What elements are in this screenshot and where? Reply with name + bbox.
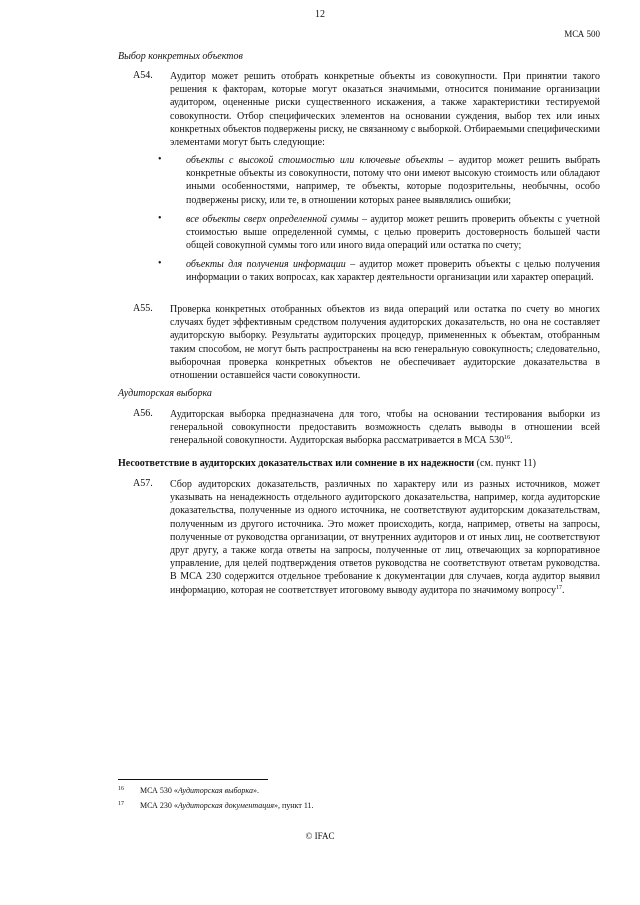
paragraph-a57-text: Сбор аудиторских доказательств, различных по характеру или из разных источников, может указывать на ненадежность отдельного аудиторского доказательства, например, когда аудиторские доказательства, полученные из одного источника, не соответствуют аудиторским доказательствам, полученным из другого источника. Это может происходить, когда, например, ответы на запросы, полученные от руководства организации, от внутренних аудиторов и от иных лиц, не соответствуют друг другу, а также когда ответы на запросы, полученные от лиц, отвечающих за корпоративное управление, для целей подтверждения ответов руководства не соответствуют ответам руководства. В МСА 230 содержится отдельное требование к документации для случаев, когда аудитор выявил информацию, которая не соответствует итоговому выводу аудитора по значимому вопросу — [170, 479, 600, 596]
page-number: 12 — [315, 9, 325, 20]
footnote-ref-16[interactable]: 16 — [504, 435, 511, 442]
footnote-title: Аудиторская выборка — [177, 786, 253, 795]
paragraph-a56 — [170, 408, 600, 448]
footnote-suffix: », пункт 11. — [273, 801, 314, 810]
paragraph-a56-text: Аудиторская выборка предназначена для того, чтобы на основании тестирования выборки из генеральной совокупности предоставить возможность сделать выводы в отношении всей генеральной совокупности. Аудиторская выборка рассматривается в МСА 530 — [170, 409, 600, 447]
footnote-suffix: ». — [252, 786, 259, 795]
footnote-ref-17[interactable]: 17 — [555, 584, 562, 591]
paragraph-a57-tail: . — [561, 584, 565, 596]
paragraph-number-a56: A56. — [133, 408, 153, 419]
paragraph-number-a55: A55. — [133, 303, 153, 314]
bullet-body: – аудитор может решить проверить объекты с учетной стоимостью выше определенной суммы, с целью проверить достоверность большей части общей совокупной суммы того или иного вида операций или остатка по счету; — [186, 214, 601, 252]
paragraph-a54: Аудитор может решить отобрать конкретные объекты из совокупности. При принятии такого решения к факторам, которые могут оказаться значимыми, относится понимание организации аудитором, оцененные риски существенного искажения, а также характеристики тестируемой совокупности. Отбор специфических элементов на основании суждения, выбор тех или иных конкретных объектов подвержены риску, не связанному с выборкой. Отбираемыми специфическими элементами могут быть следующие: — [170, 71, 600, 149]
footnote-prefix: МСА 230 « — [140, 801, 178, 810]
bullet-dot: • — [158, 154, 162, 165]
bullet-dot: • — [158, 258, 162, 269]
paragraph-number-a57: A57. — [133, 478, 153, 489]
bullet-item-above-amount — [186, 213, 600, 253]
section-heading-inconsistency-text: Несоответствие в аудиторских доказательствах или сомнение в их надежности — [118, 458, 475, 469]
bullet-body: – аудитор может решить выбрать конкретные объекты из совокупности, потому что они имеют высокую стоимость или обладают иными особенностями, например, те объекты, которые подозрительны, необычны, особо подвержены риску, или те, в отношении которых ранее выявлялись ошибки; — [186, 155, 601, 206]
footnote-divider — [118, 779, 268, 780]
footnote-number: 16 — [118, 786, 124, 792]
bullet-term: объекты для получения информации — [186, 259, 346, 270]
footnote-16 — [118, 786, 259, 795]
footnote-17 — [118, 801, 314, 810]
bullet-term: объекты с высокой стоимостью или ключевые объекты — [186, 155, 444, 166]
bullet-body: – аудитор может проверить объекты с целью получения информации о таких вопросах, как характер деятельности организации или характер операций. — [186, 259, 601, 284]
paragraph-a56-tail: . — [510, 435, 513, 447]
section-heading-audit-sampling: Аудиторская выборка — [118, 388, 212, 399]
paragraph-number-a54: A54. — [133, 70, 153, 81]
section-heading-selecting-items: Выбор конкретных объектов — [118, 51, 243, 62]
bullet-item-information — [186, 258, 600, 284]
footnote-title: Аудиторская документация — [177, 801, 274, 810]
section-heading-inconsistency-ref: (см. пункт 11) — [474, 458, 536, 469]
section-heading-inconsistency — [118, 458, 536, 469]
document-code: МСА 500 — [564, 29, 600, 39]
bullet-term: все объекты сверх определенной суммы — [186, 214, 359, 225]
bullet-item-high-value — [186, 154, 600, 207]
bullet-dot: • — [158, 213, 162, 224]
footnote-number: 17 — [118, 801, 124, 807]
copyright: © IFAC — [305, 831, 335, 841]
paragraph-a55: Проверка конкретных отобранных объектов из вида операций или остатка по счету во многих случаях будет эффективным средством получения аудиторских доказательств, но она не составляет аудиторскую выборку. Результаты аудиторских процедур, примененных к объектам, отобранным таким способом, не могут быть распространены на всю генеральную совокупность; следовательно, выборочная проверка конкретных объектов не обеспечивает аудиторские доказательства в отношении оставшейся части совокупности. — [170, 304, 600, 382]
footnote-prefix: МСА 530 « — [140, 786, 178, 795]
paragraph-a57 — [170, 478, 600, 597]
